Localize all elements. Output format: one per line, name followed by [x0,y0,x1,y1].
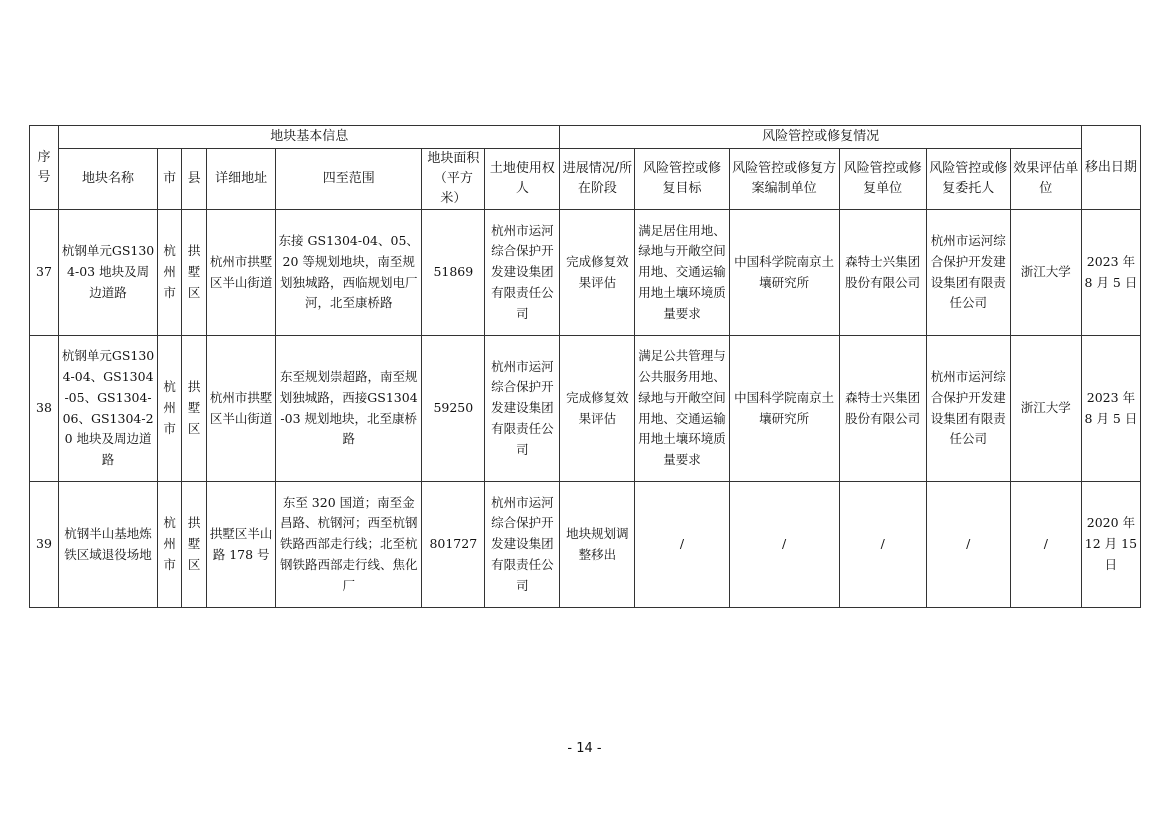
cell-city: 杭州市 [158,482,182,608]
cell-progress: 完成修复效果评估 [560,210,635,336]
cell-target: 满足公共管理与公共服务用地、绿地与开敞空间用地、交通运输用地土壤环境质量要求 [635,336,729,482]
header-target: 风险管控或修复目标 [635,149,729,210]
cell-boundaries: 东至 320 国道；南至金昌路、杭钢河；西至杭钢铁路西部走行线；北至杭钢铁路西部走行线、焦化厂 [276,482,422,608]
header-county: 县 [182,149,207,210]
cell-evaluation-unit: 浙江大学 [1010,336,1081,482]
cell-plan-unit: / [729,482,839,608]
cell-county: 拱墅区 [182,482,207,608]
cell-address: 拱墅区半山路 178 号 [207,482,276,608]
cell-seq: 39 [30,482,59,608]
header-progress: 进展情况/所在阶段 [560,149,635,210]
header-seq: 序号 [30,126,59,210]
header-remediation-unit: 风险管控或修复单位 [839,149,926,210]
header-plan-unit: 风险管控或修复方案编制单位 [729,149,839,210]
page-number: - 14 - [567,741,602,756]
header-land-user: 土地使用权人 [485,149,560,210]
cell-boundaries: 东接 GS1304-04、05、20 等规划地块，南至规划独城路，西临规划电厂河，北至康桥路 [276,210,422,336]
header-client: 风险管控或修复委托人 [926,149,1010,210]
header-city: 市 [158,149,182,210]
cell-client: 杭州市运河综合保护开发建设集团有限责任公司 [926,210,1010,336]
cell-evaluation-unit: 浙江大学 [1010,210,1081,336]
cell-client: 杭州市运河综合保护开发建设集团有限责任公司 [926,336,1010,482]
cell-city: 杭州市 [158,336,182,482]
cell-progress: 地块规划调整移出 [560,482,635,608]
cell-land-user: 杭州市运河综合保护开发建设集团有限责任公司 [485,482,560,608]
header-address: 详细地址 [207,149,276,210]
cell-city: 杭州市 [158,210,182,336]
header-boundaries: 四至范围 [276,149,422,210]
header-evaluation-unit: 效果评估单位 [1010,149,1081,210]
cell-plan-unit: 中国科学院南京土壤研究所 [729,336,839,482]
cell-county: 拱墅区 [182,210,207,336]
header-name: 地块名称 [59,149,158,210]
cell-boundaries: 东至规划崇超路，南至规划独城路，西接GS1304-03 规划地块，北至康桥路 [276,336,422,482]
cell-land-user: 杭州市运河综合保护开发建设集团有限责任公司 [485,336,560,482]
cell-name: 杭钢单元GS1304-04、GS1304-05、GS1304-06、GS1304-20 地块及周边道路 [59,336,158,482]
cell-remediation-unit: 森特士兴集团股份有限公司 [839,336,926,482]
cell-plan-unit: 中国科学院南京土壤研究所 [729,210,839,336]
cell-remediation-unit: 森特士兴集团股份有限公司 [839,210,926,336]
cell-county: 拱墅区 [182,336,207,482]
cell-name: 杭钢单元GS1304-03 地块及周边道路 [59,210,158,336]
header-area: 地块面积（平方米） [422,149,485,210]
cell-removal-date: 2023 年8 月 5 日 [1081,336,1140,482]
cell-target: / [635,482,729,608]
cell-address: 杭州市拱墅区半山街道 [207,210,276,336]
cell-area: 51869 [422,210,485,336]
cell-removal-date: 2020 年12 月 15 日 [1081,482,1140,608]
cell-address: 杭州市拱墅区半山街道 [207,336,276,482]
cell-progress: 完成修复效果评估 [560,336,635,482]
cell-client: / [926,482,1010,608]
table-row [30,336,1141,482]
cell-area: 59250 [422,336,485,482]
cell-seq: 37 [30,210,59,336]
header-risk-control: 风险管控或修复情况 [560,126,1081,149]
contaminated-land-table [29,125,1141,608]
cell-remediation-unit: / [839,482,926,608]
cell-land-user: 杭州市运河综合保护开发建设集团有限责任公司 [485,210,560,336]
cell-area: 801727 [422,482,485,608]
table-row [30,210,1141,336]
cell-evaluation-unit: / [1010,482,1081,608]
header-removal-date: 移出日期 [1081,126,1140,210]
header-basic-info: 地块基本信息 [59,126,560,149]
cell-seq: 38 [30,336,59,482]
cell-removal-date: 2023 年8 月 5 日 [1081,210,1140,336]
cell-target: 满足居住用地、绿地与开敞空间用地、交通运输用地土壤环境质量要求 [635,210,729,336]
table-row [30,482,1141,608]
cell-name: 杭钢半山基地炼铁区域退役场地 [59,482,158,608]
